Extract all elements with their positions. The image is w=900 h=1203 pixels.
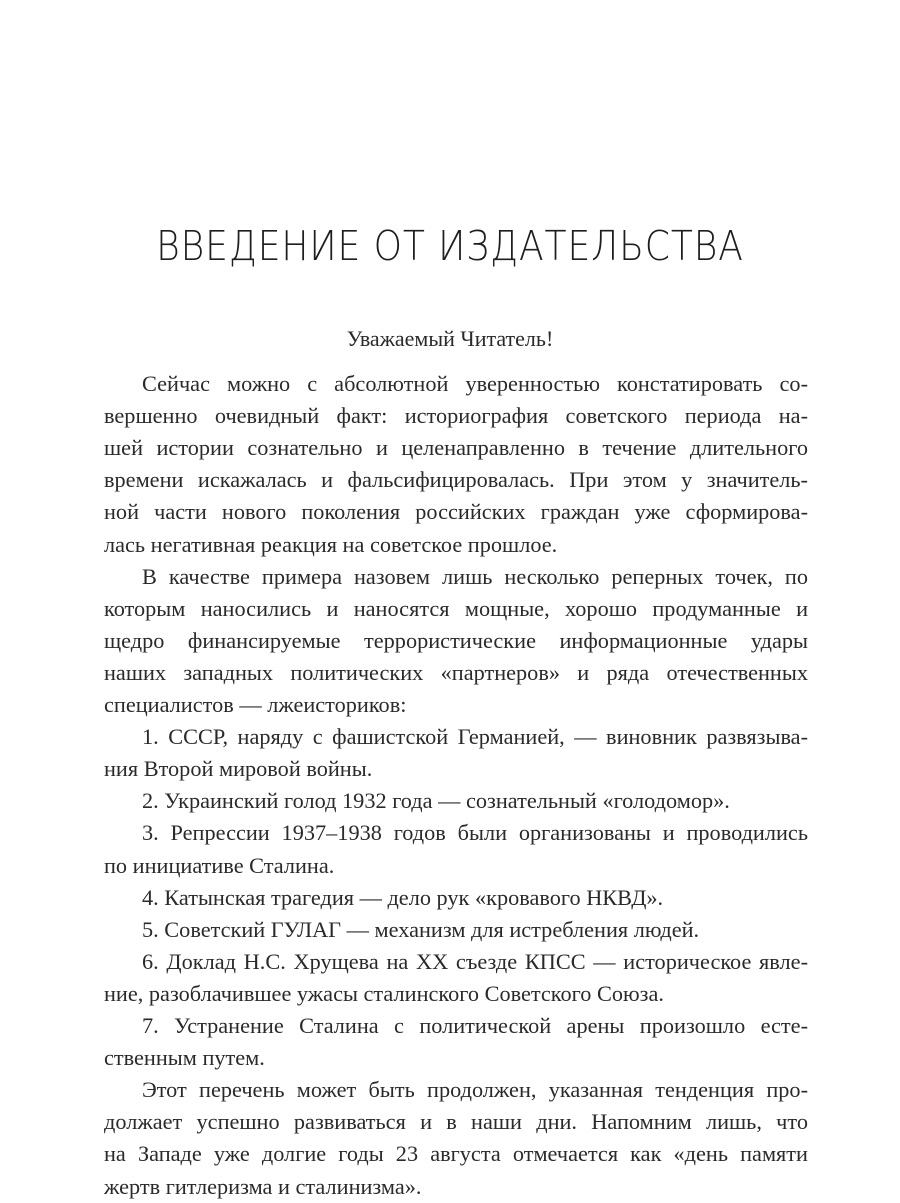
text-line: 6. Доклад Н.С. Хрущева на XX съезде КПСС — историческое явле- bbox=[142, 948, 808, 974]
text-line: В качестве примера назовем лишь несколько реперных точек, по bbox=[142, 563, 808, 589]
chapter-title: ВВЕДЕНИЕ ОТ ИЗДАТЕЛЬСТВА bbox=[156, 222, 744, 270]
text-line: ния Второй мировой войны. bbox=[104, 756, 373, 782]
text-line: шей истории сознательно и целенаправленно в течение длительного bbox=[104, 435, 808, 461]
text-line: по инициативе Сталина. bbox=[104, 852, 335, 878]
text-line: 2. Украинский голод 1932 года — сознательный «голодомор». bbox=[142, 788, 730, 814]
text-line: щедро финансируемые террористические информационные удары bbox=[104, 627, 808, 653]
text-line: жертв гитлеризма и сталинизма». bbox=[104, 1173, 422, 1199]
greeting: Уважаемый Читатель! bbox=[346, 326, 554, 351]
text-line: 3. Репрессии 1937–1938 годов были организованы и проводились bbox=[142, 820, 808, 846]
text-line: времени искажалась и фальсифицировалась. При этом у значитель- bbox=[104, 467, 808, 493]
text-line: ние, разоблачившее ужасы сталинского Советского Союза. bbox=[104, 980, 664, 1006]
text-line: ственным путем. bbox=[104, 1045, 265, 1071]
text-line: 4. Катынская трагедия — дело рук «кровавого НКВД». bbox=[142, 884, 664, 910]
text-line: наших западных политических «партнеров» и ряда отечественных bbox=[104, 659, 808, 685]
text-line: лась негативная реакция на советское прошлое. bbox=[104, 531, 558, 557]
text-line: должает успешно развиваться и в наши дни. Напомним лишь, что bbox=[104, 1109, 808, 1135]
text-line: вершенно очевидный факт: историография советского периода на- bbox=[104, 403, 808, 429]
text-line: 1. СССР, наряду с фашистской Германией, — виновник развязыва- bbox=[142, 724, 808, 750]
text-line: которым наносились и наносятся мощные, хорошо продуманные и bbox=[104, 595, 808, 621]
text-line: Этот перечень может быть продолжен, указанная тенденция про- bbox=[142, 1077, 808, 1103]
text-line: 7. Устранение Сталина с политической арены произошло есте- bbox=[142, 1013, 808, 1038]
text-line: Сейчас можно с абсолютной уверенностью констатировать со- bbox=[142, 371, 808, 396]
text-line: на Западе уже долгие годы 23 августа отмечается как «день памяти bbox=[104, 1141, 808, 1167]
text-line: 5. Советский ГУЛАГ — механизм для истребления людей. bbox=[142, 916, 700, 942]
text-line: специалистов — лжеисториков: bbox=[104, 692, 407, 717]
text-line: ной части нового поколения российских граждан уже сформирова- bbox=[104, 499, 808, 525]
